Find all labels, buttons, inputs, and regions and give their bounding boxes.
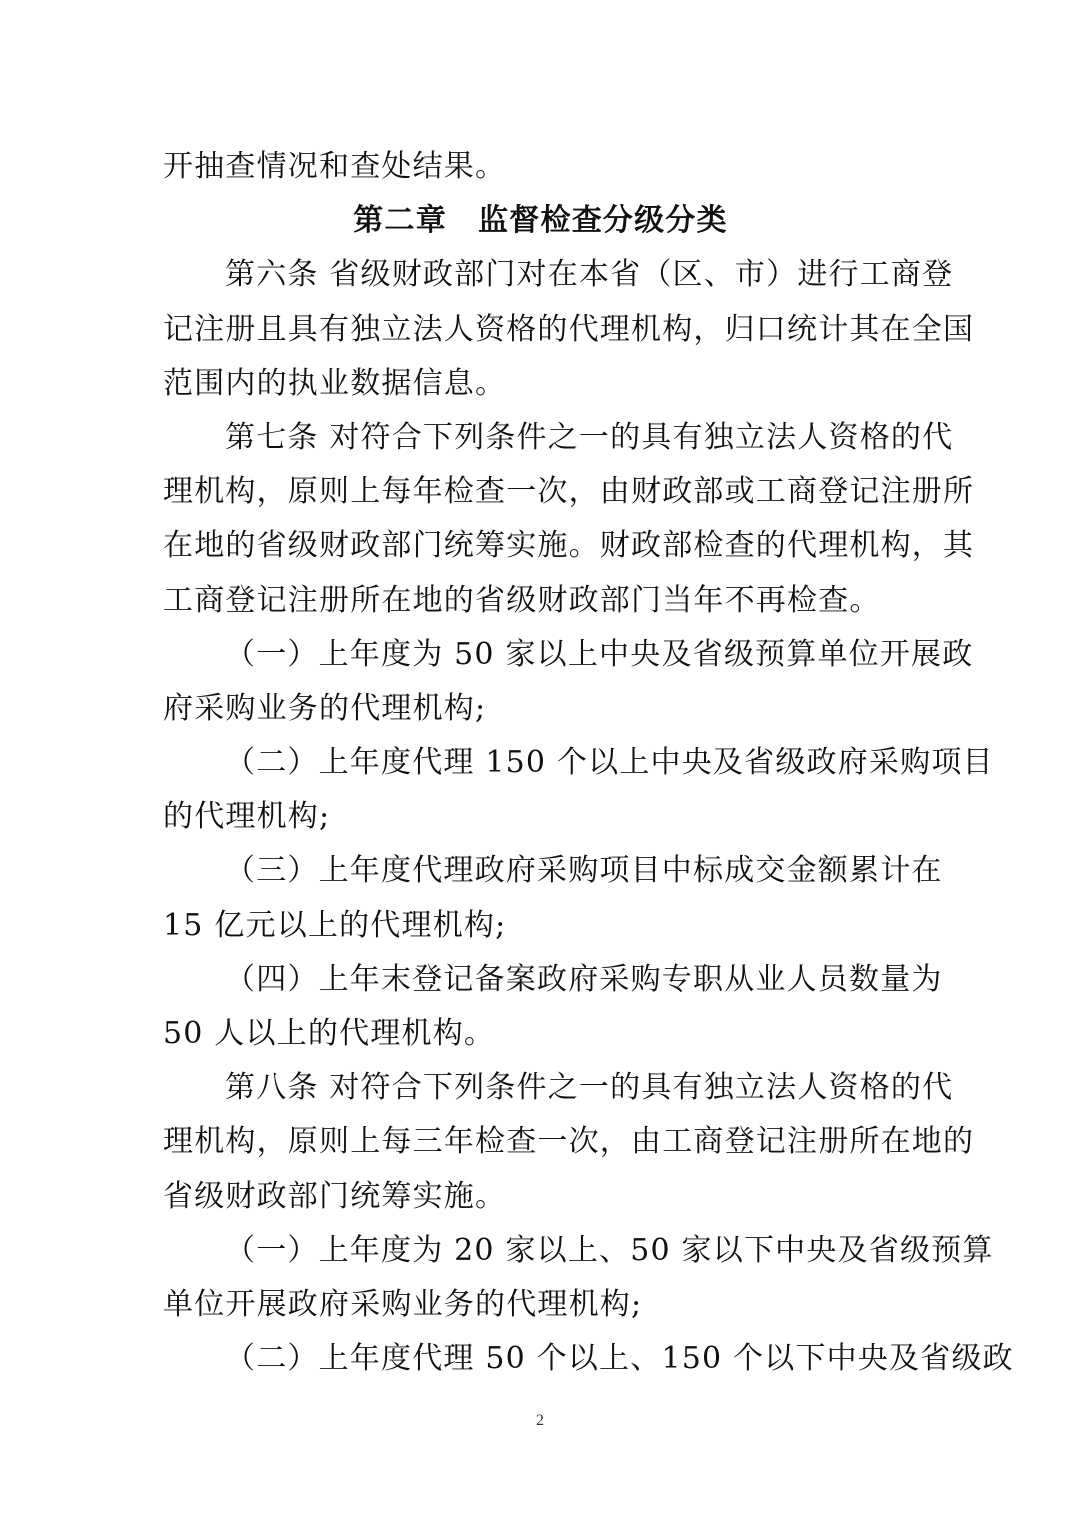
list-item-line: （四）上年末登记备案政府采购专职从业人员数量为 xyxy=(225,961,943,997)
article-6-line: 范围内的执业数据信息。 xyxy=(163,365,507,401)
list-item-line: （二）上年度代理 150 个以上中央及省级政府采购项目 xyxy=(225,745,994,781)
list-item-line: 府采购业务的代理机构; xyxy=(163,690,487,726)
list-item-line: （二）上年度代理 50 个以上、150 个以下中央及省级政 xyxy=(225,1341,1014,1377)
list-item-line: （一）上年度为 20 家以上、50 家以下中央及省级预算 xyxy=(225,1232,994,1268)
page-number: 2 xyxy=(536,1412,544,1429)
list-item-line: （三）上年度代理政府采购项目中标成交金额累计在 xyxy=(225,853,943,889)
list-item-line: （一）上年度为 50 家以上中央及省级预算单位开展政 xyxy=(225,636,974,672)
article-7-line: 第七条 对符合下列条件之一的具有独立法人资格的代 xyxy=(225,419,954,455)
chapter-heading: 第二章 监督检查分级分类 xyxy=(353,203,728,239)
list-item-line: 15 亿元以上的代理机构; xyxy=(163,907,507,943)
article-8-line: 第八条 对符合下列条件之一的具有独立法人资格的代 xyxy=(225,1070,954,1106)
list-item-line: 50 人以上的代理机构。 xyxy=(163,1016,496,1051)
article-6-line: 记注册且具有独立法人资格的代理机构，归口统计其在全国 xyxy=(163,311,975,347)
article-8-line: 省级财政部门统筹实施。 xyxy=(163,1178,507,1214)
text-line: 开抽查情况和查处结果。 xyxy=(163,149,507,184)
list-item-line: 的代理机构; xyxy=(163,799,331,835)
list-item-line: 单位开展政府采购业务的代理机构; xyxy=(163,1286,643,1322)
body-text xyxy=(163,140,1014,1386)
article-8-line: 理机构，原则上每三年检查一次，由工商登记注册所在地的 xyxy=(163,1124,975,1160)
article-6-line: 第六条 省级财政部门对在本省（区、市）进行工商登 xyxy=(225,257,954,293)
article-7-line: 在地的省级财政部门统筹实施。财政部检查的代理机构，其 xyxy=(163,528,975,564)
article-7-line: 理机构，原则上每年检查一次，由财政部或工商登记注册所 xyxy=(163,474,975,510)
article-7-line: 工商登记注册所在地的省级财政部门当年不再检查。 xyxy=(163,582,881,618)
